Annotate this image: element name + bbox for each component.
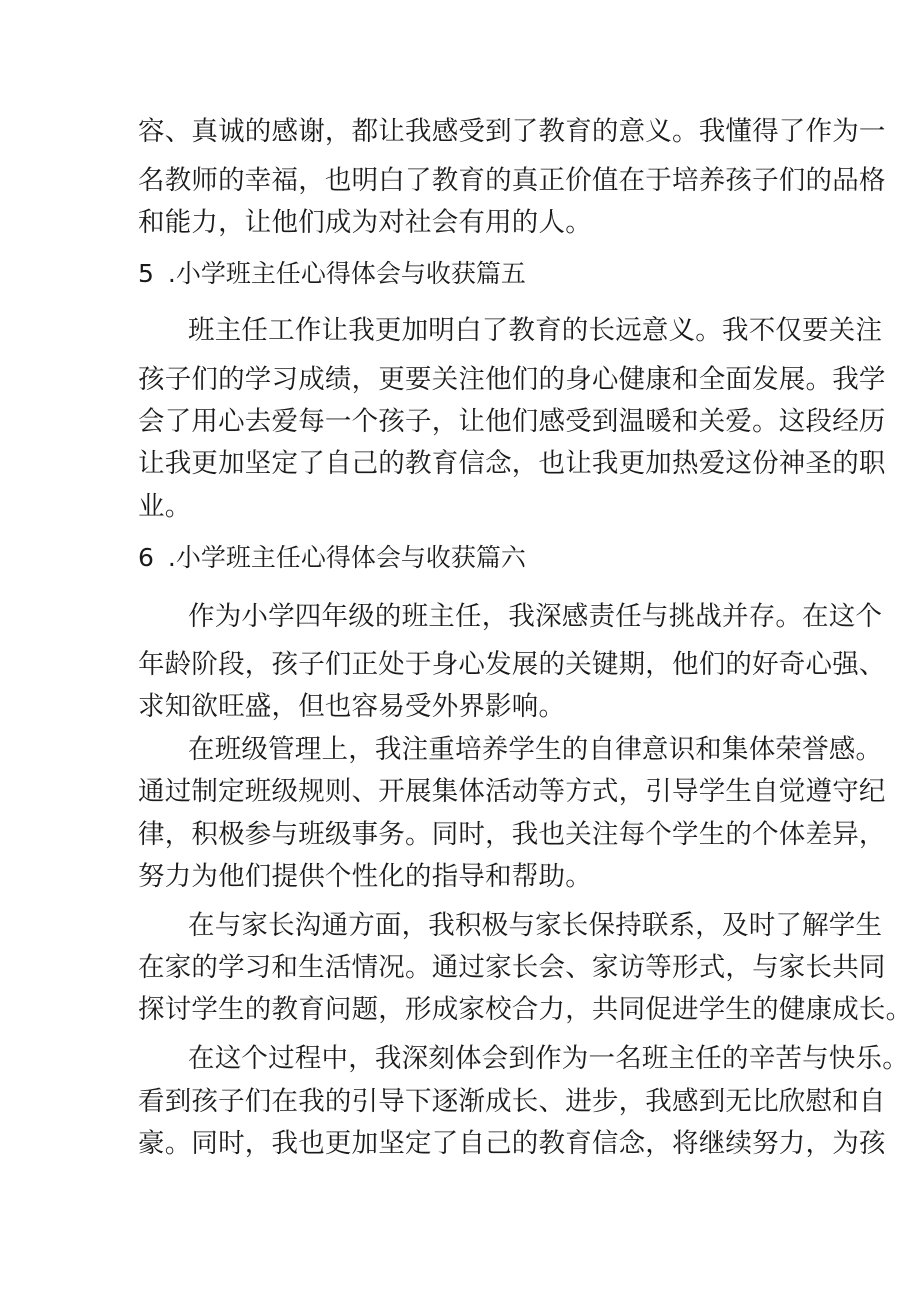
paragraph-line: 通过制定班级规则、开展集体活动等方式，引导学生自觉遵守纪 — [138, 776, 886, 807]
section-heading-6 — [138, 541, 526, 575]
paragraph-line: 和能力，让他们成为对社会有用的人。 — [138, 207, 592, 238]
paragraph-line: 年龄阶段，孩子们正处于身心发展的关键期，他们的好奇心强、 — [138, 649, 886, 680]
section-number: 5 — [138, 259, 154, 288]
paragraph-line: 求知欲旺盛，但也容易受外界影响。 — [138, 691, 566, 722]
paragraph-line: 让我更加坚定了自己的教育信念，也让我更加热爱这份神圣的职 — [138, 448, 886, 479]
paragraph-line: 作为小学四年级的班主任，我深感责任与挑战并存。在这个 — [188, 601, 883, 632]
paragraph-line: 律，积极参与班级事务。同时，我也关注每个学生的个体差异， — [138, 819, 886, 850]
paragraph-line: 在这个过程中，我深刻体会到作为一名班主任的辛苦与快乐。 — [188, 1043, 909, 1074]
section-number: 6 — [138, 543, 154, 572]
paragraph-line: 容、真诚的感谢，都让我感受到了教育的意义。我懂得了作为一 — [138, 116, 886, 147]
paragraph-line: 看到孩子们在我的引导下逐渐成长、进步，我感到无比欣慰和自 — [138, 1086, 886, 1117]
paragraph-line: 探讨学生的教育问题，形成家校合力，共同促进学生的健康成长。 — [138, 994, 913, 1025]
paragraph-line: 名教师的幸福，也明白了教育的真正价值在于培养孩子们的品格 — [138, 165, 886, 196]
paragraph-line: 业。 — [138, 491, 192, 522]
paragraph-line: 在与家长沟通方面，我积极与家长保持联系，及时了解学生 — [188, 910, 883, 941]
paragraph-line: 班主任工作让我更加明白了教育的长远意义。我不仅要关注 — [188, 315, 883, 346]
section-title: .小学班主任心得体会与收获篇五 — [167, 259, 526, 288]
section-title: .小学班主任心得体会与收获篇六 — [167, 543, 526, 572]
section-heading-5 — [138, 257, 526, 291]
paragraph-line: 豪。同时，我也更加坚定了自己的教育信念，将继续努力，为孩 — [138, 1128, 886, 1159]
paragraph-line: 孩子们的学习成绩，更要关注他们的身心健康和全面发展。我学 — [138, 364, 886, 395]
paragraph-line: 努力为他们提供个性化的指导和帮助。 — [138, 861, 592, 892]
paragraph-line: 在家的学习和生活情况。通过家长会、家访等形式，与家长共同 — [138, 952, 886, 983]
paragraph-line: 会了用心去爱每一个孩子，让他们感受到温暖和关爱。这段经历 — [138, 406, 886, 437]
paragraph-line: 在班级管理上，我注重培养学生的自律意识和集体荣誉感。 — [188, 734, 883, 765]
